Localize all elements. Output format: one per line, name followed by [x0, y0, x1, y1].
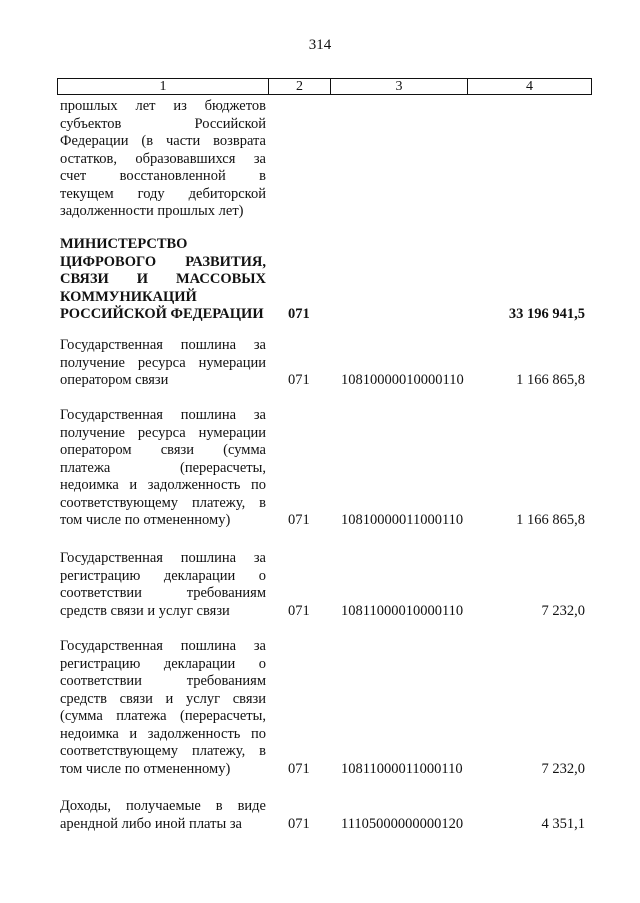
table-header: [57, 78, 592, 95]
description-line: СВЯЗИ И МАССОВЫХ: [60, 271, 266, 287]
description-line: оператором связи: [60, 372, 169, 388]
description-line: Государственная пошлина за: [60, 337, 266, 353]
amount-value: 4 351,1: [541, 815, 585, 832]
admin-code: 071: [288, 815, 310, 832]
description-line: арендной либо иной платы за: [60, 815, 242, 832]
row-description: [60, 798, 266, 833]
header-col-2: 2: [269, 79, 331, 94]
admin-code: 071: [288, 760, 310, 777]
header-col-4: 4: [526, 79, 533, 94]
description-line: субъектов Российской: [60, 115, 266, 132]
admin-code: 071: [288, 512, 310, 528]
description-line: соответствии требованиям: [60, 585, 266, 601]
description-line: Государственная пошлина за: [60, 550, 266, 566]
description-line: платежа (перерасчеты,: [60, 459, 266, 476]
amount-value: 7 232,0: [541, 760, 585, 777]
description-line: том числе по отмененному): [60, 760, 231, 777]
description-line: Государственная пошлина за: [60, 407, 266, 423]
budget-classification-code: 11105000000000120: [341, 815, 464, 832]
row-description: [60, 236, 266, 324]
description-line: МИНИСТЕРСТВО: [60, 236, 188, 252]
budget-classification-code: 10810000011000110: [341, 512, 464, 528]
description-line: задолженности прошлых лет): [60, 203, 244, 219]
row-description: [60, 98, 266, 221]
budget-classification-code: 10811000010000110: [341, 602, 464, 619]
description-line: Государственная пошлина за: [60, 638, 266, 654]
description-line: соответствующему платежу, в: [60, 494, 266, 511]
amount-value: 1 166 865,8: [516, 372, 585, 388]
description-line: КОММУНИКАЦИЙ: [60, 288, 197, 305]
description-line: средств связи и услуг связи: [60, 602, 230, 619]
description-line: соответствии требованиям: [60, 673, 266, 689]
row-description: [60, 550, 266, 620]
row-description: [60, 337, 266, 390]
header-col-3: 3: [331, 79, 468, 94]
header-col-1: 1: [58, 79, 269, 94]
description-line: Федерации (в части возврата: [60, 133, 266, 149]
description-line: ЦИФРОВОГО РАЗВИТИЯ,: [60, 253, 266, 270]
description-line: средств связи и услуг связи: [60, 690, 266, 707]
description-line: текущем году дебиторской: [60, 185, 266, 202]
description-line: соответствующему платежу, в: [60, 743, 266, 759]
description-line: счет восстановленной в: [60, 168, 266, 184]
description-line: недоимка и задолженность по: [60, 477, 266, 493]
description-line: регистрацию декларации о: [60, 567, 266, 584]
description-line: Доходы, получаемые в виде: [60, 798, 266, 814]
description-line: регистрацию декларации о: [60, 655, 266, 672]
amount-value: 33 196 941,5: [508, 306, 585, 322]
budget-classification-code: 10811000011000110: [341, 760, 463, 777]
description-line: прошлых лет из бюджетов: [60, 98, 266, 114]
description-line: том числе по отмененному): [60, 512, 231, 528]
description-line: (сумма платежа (перерасчеты,: [60, 708, 266, 724]
row-description: [60, 407, 266, 530]
row-description: [60, 638, 266, 778]
amount-value: 1 166 865,8: [516, 512, 585, 528]
description-line: РОССИЙСКОЙ ФЕДЕРАЦИИ: [60, 306, 264, 322]
description-line: оператором связи (сумма: [60, 442, 266, 458]
admin-code: 071: [288, 306, 310, 322]
description-line: недоимка и задолженность по: [60, 725, 266, 742]
admin-code: 071: [288, 602, 310, 619]
amount-value: 7 232,0: [541, 602, 585, 619]
page-number: 314: [308, 37, 332, 53]
description-line: получение ресурса нумерации: [60, 354, 266, 371]
description-line: остатков, образовавшихся за: [60, 150, 266, 167]
admin-code: 071: [288, 372, 310, 388]
description-line: получение ресурса нумерации: [60, 424, 266, 441]
budget-classification-code: 10810000010000110: [341, 372, 464, 388]
